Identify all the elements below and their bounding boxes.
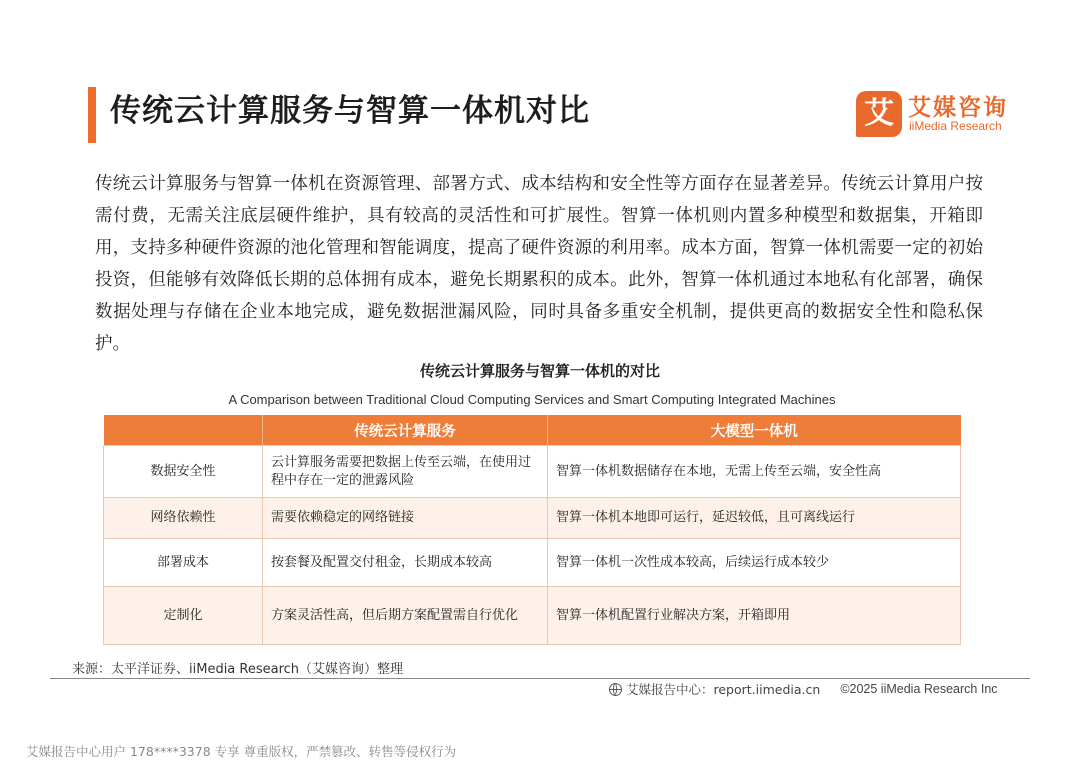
source-note: 来源：太平洋证券、iiMedia Research（艾媒咨询）整理 <box>72 662 404 677</box>
row-label: 部署成本 <box>104 539 263 587</box>
logo-mark-icon: 艾 <box>856 91 902 137</box>
comparison-table <box>103 415 961 645</box>
copyright-text: ©2025 iiMedia Research Inc <box>840 682 998 696</box>
header-cell-traditional-cloud: 传统云计算服务 <box>263 415 548 446</box>
logo-name-en: iiMedia Research <box>909 119 1002 133</box>
row-label: 网络依赖性 <box>104 498 263 539</box>
cell-traditional-cloud: 需要依赖稳定的网络链接 <box>263 498 548 539</box>
cell-llm-machine: 智算一体机本地即可运行，延迟较低，且可离线运行 <box>548 498 961 539</box>
globe-icon <box>609 683 622 696</box>
header-cell-blank <box>104 415 263 446</box>
watermark-notice: 艾媒报告中心用户 178****3378 专享 尊重版权，严禁篡改、转售等侵权行为 <box>26 744 457 759</box>
cell-traditional-cloud: 按套餐及配置交付租金，长期成本较高 <box>263 539 548 587</box>
row-label: 数据安全性 <box>104 446 263 498</box>
table-row <box>104 498 961 539</box>
table-title-cn: 传统云计算服务与智算一体机的对比 <box>419 362 660 380</box>
iimedia-logo <box>856 91 1016 139</box>
page-title: 传统云计算服务与智算一体机对比 <box>110 93 590 129</box>
row-label: 定制化 <box>104 587 263 645</box>
title-accent-bar <box>88 87 96 143</box>
table-header-row <box>104 415 961 446</box>
table-row <box>104 539 961 587</box>
table-title-en: A Comparison between Traditional Cloud Computing Services and Smart Computing Integrated Machines <box>228 392 836 407</box>
footer-info <box>609 680 998 698</box>
footer-divider <box>50 678 1030 679</box>
cell-traditional-cloud: 云计算服务需要把数据上传至云端，在使用过程中存在一定的泄露风险 <box>263 446 548 498</box>
cell-traditional-cloud: 方案灵活性高，但后期方案配置需自行优化 <box>263 587 548 645</box>
table-row <box>104 587 961 645</box>
intro-paragraph: 传统云计算服务与智算一体机在资源管理、部署方式、成本结构和安全性等方面存在显著差异。传统云计算用户按需付费，无需关注底层硬件维护，具有较高的灵活性和可扩展性。智算一体机则内置多种模型和数据集，开箱即用，支持多种硬件资源的池化管理和智能调度，提高了硬件资源的利用率。成本方面，智算一体机需要一定的初始投资，但能够有效降低长期的总体拥有成本，避免长期累积的成本。此外，智算一体机通过本地私有化部署，确保数据处理与存储在企业本地完成，避免数据泄漏风险，同时具备多重安全机制，提供更高的数据安全性和隐私保护。 <box>95 174 983 354</box>
cell-llm-machine: 智算一体机一次性成本较高，后续运行成本较少 <box>548 539 961 587</box>
table-row <box>104 446 961 498</box>
header-cell-llm-machine: 大模型一体机 <box>548 415 961 446</box>
cell-llm-machine: 智算一体机数据储存在本地，无需上传至云端，安全性高 <box>548 446 961 498</box>
logo-name-cn: 艾媒咨询 <box>908 95 1008 121</box>
cell-llm-machine: 智算一体机配置行业解决方案，开箱即用 <box>548 587 961 645</box>
report-center-link[interactable]: 艾媒报告中心：report.iimedia.cn <box>626 682 821 697</box>
